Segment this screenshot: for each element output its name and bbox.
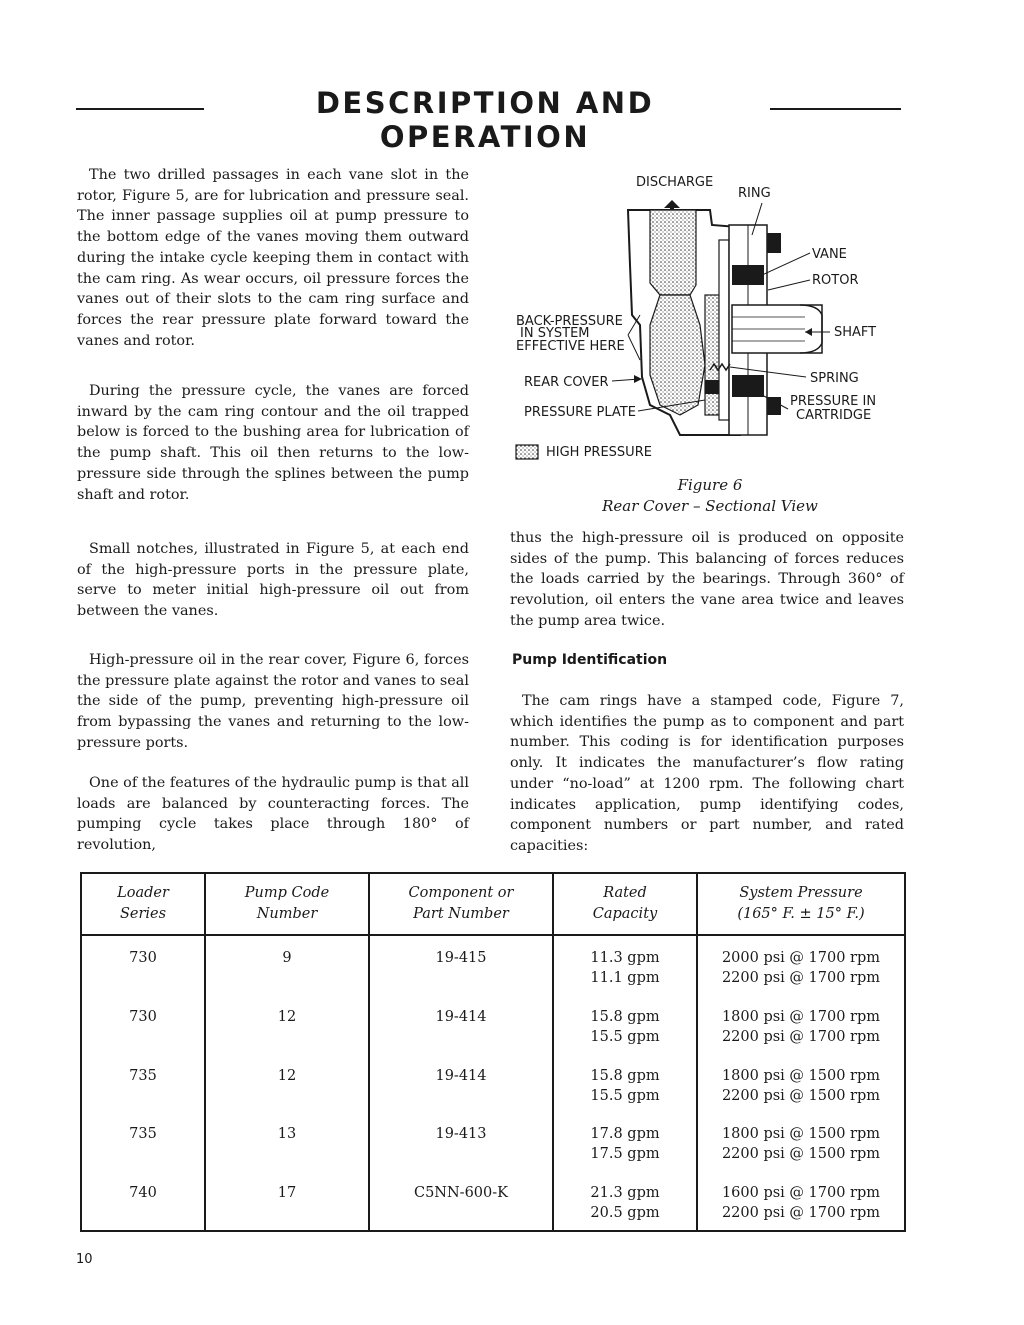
label-in-system: IN SYSTEM xyxy=(520,326,590,341)
discharge-passage xyxy=(650,210,696,295)
label-back-pressure: BACK-PRESSURE xyxy=(516,314,623,329)
header-part-number: Component or Part Number xyxy=(369,873,553,935)
label-effective-here: EFFECTIVE HERE xyxy=(516,339,625,354)
label-cartridge: CARTRIDGE xyxy=(796,408,872,423)
header-system-pressure: System Pressure (165° F. ± 15° F.) xyxy=(697,873,905,935)
paragraph-vane-passages: The two drilled passages in each vane slot in the rotor, Figure 5, are for lubrication and pressure seal. The inner passage supplies oil at pump pressure to the bottom edge of the vanes moving them outward during the intake cycle keeping them in contact with the cam ring. As wear occurs, oil pressure forces the vanes out of their slots to the cam ring surface and forces the rear pressure plate forward toward the vanes and rotor. xyxy=(77,167,469,349)
figure-caption-number: Figure 6 xyxy=(677,476,743,494)
page-number: 10 xyxy=(76,1252,93,1267)
header-loader-series: Loader Series xyxy=(81,873,205,935)
header-rule-left xyxy=(76,108,204,110)
table-row: 735 12 19-414 15.8 gpm 15.5 gpm 1800 psi @ 1500 rpm 2200 psi @ 1500 rpm xyxy=(81,1054,905,1113)
paragraph-rear-cover-oil: High-pressure oil in the rear cover, Figure 6, forces the pressure plate against the rotor and vanes to seal the side of the pump, preventing high-pressure oil from bypassing the vanes and returning to the low-pressure ports. xyxy=(77,652,469,751)
label-rotor: ROTOR xyxy=(812,273,859,288)
figure-6-diagram xyxy=(500,165,920,470)
high-pressure-legend-swatch xyxy=(516,445,538,459)
label-spring: SPRING xyxy=(810,371,859,386)
figure-caption-title: Rear Cover – Sectional View xyxy=(602,497,818,515)
section-heading-pump-identification: Pump Identification xyxy=(512,652,668,668)
paragraph-balancing: thus the high-pressure oil is produced on opposite sides of the pump. This balancing of forces reduces the loads carried by the bearings. Through 360° of revolution, oil enters the vane area twice and leaves the pump area twice. xyxy=(510,530,904,629)
table-row: 730 12 19-414 15.8 gpm 15.5 gpm 1800 psi @ 1700 rpm 2200 psi @ 1700 rpm xyxy=(81,995,905,1054)
paragraph-small-notches: Small notches, illustrated in Figure 5, at each end of the high-pressure ports in the pressure plate, serve to meter initial high-pressure oil out from between the vanes. xyxy=(77,541,469,620)
pump-spec-table xyxy=(80,872,906,1232)
legend-high-pressure: HIGH PRESSURE xyxy=(546,445,652,460)
table-row: 735 13 19-413 17.8 gpm 17.5 gpm 1800 psi @ 1500 rpm 2200 psi @ 1500 rpm xyxy=(81,1112,905,1171)
label-pressure-in: PRESSURE IN xyxy=(790,394,877,409)
header-pump-code: Pump Code Number xyxy=(205,873,369,935)
header-rated-capacity: Rated Capacity xyxy=(553,873,697,935)
table-row: 730 9 19-415 11.3 gpm 11.1 gpm 2000 psi @ 1700 rpm 2200 psi @ 1700 rpm xyxy=(81,935,905,995)
page-title: DESCRIPTION AND OPERATION xyxy=(315,86,655,154)
discharge-arrow-icon xyxy=(664,200,680,208)
paragraph-balanced-loads: One of the features of the hydraulic pump is that all loads are balanced by counteracting forces. The pumping cycle takes place through 180° of revolution, xyxy=(77,775,469,854)
label-rear-cover: REAR COVER xyxy=(524,375,609,390)
table-row: 740 17 C5NN-600-K 21.3 gpm 20.5 gpm 1600 psi @ 1700 rpm 2200 psi @ 1700 rpm xyxy=(81,1171,905,1231)
paragraph-cam-rings: The cam rings have a stamped code, Figure 7, which identifies the pump as to component and part number. This coding is for identification purposes only. It indicates the manufacturer’s flow rating under “no-load” at 1200 rpm. The following chart indicates application, pump identifying codes, component numbers or part number, and rated capacities: xyxy=(510,693,904,854)
label-shaft: SHAFT xyxy=(834,325,877,340)
label-discharge: DISCHARGE xyxy=(636,175,714,190)
label-pressure-plate: PRESSURE PLATE xyxy=(524,405,636,420)
label-ring: RING xyxy=(738,186,771,201)
header-rule-right xyxy=(770,108,901,110)
paragraph-pressure-cycle: During the pressure cycle, the vanes are forced inward by the cam ring contour and the oil trapped below is forced to the bushing area for lubrication of the pump shaft. This oil then returns to the low-pressure side through the splines between the pump shaft and rotor. xyxy=(77,383,469,503)
pressure-plate xyxy=(705,295,719,415)
label-vane: VANE xyxy=(812,247,847,262)
table-header-row xyxy=(81,873,905,935)
